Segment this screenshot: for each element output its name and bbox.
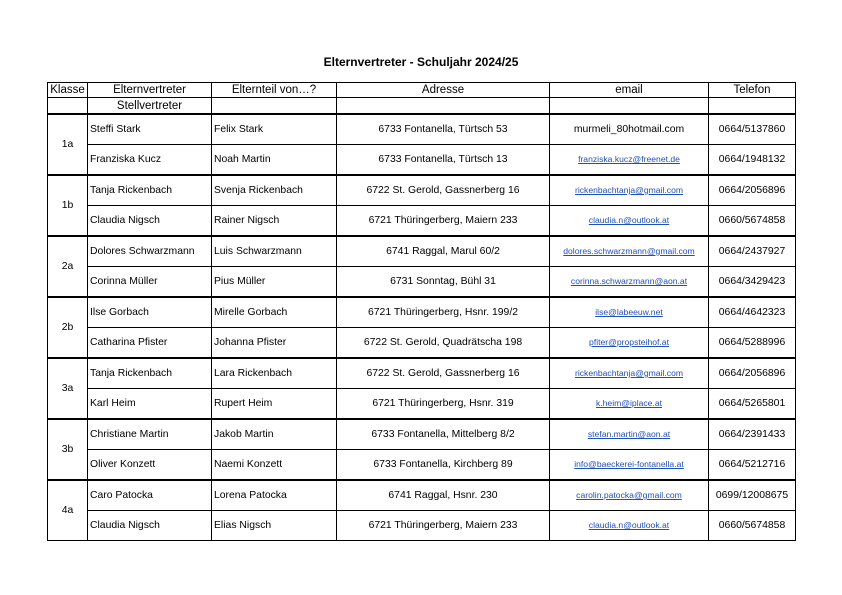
child-name-cell: Elias Nigsch (212, 511, 337, 541)
email-link[interactable]: stefan.martin@aon.at (587, 429, 671, 439)
representative-name-cell: Caro Patocka (88, 480, 212, 511)
parent-representatives-table (47, 82, 796, 541)
class-group-1a (48, 114, 796, 175)
header-row (48, 83, 796, 98)
representative-name-cell: Claudia Nigsch (88, 206, 212, 237)
representative-name-cell: Dolores Schwarzmann (88, 236, 212, 267)
email-link[interactable]: carolin.patocka@gmail.com (576, 490, 682, 500)
child-name-cell: Rainer Nigsch (212, 206, 337, 237)
email-link[interactable]: info@baeckerei-fontanella.at (574, 459, 684, 469)
table-row (48, 145, 796, 176)
email-link[interactable]: k.heim@iplace.at (595, 398, 663, 408)
address-cell: 6733 Fontanella, Kirchberg 89 (337, 450, 550, 481)
email-cell (550, 419, 709, 450)
email-cell (550, 206, 709, 237)
table-row (48, 358, 796, 389)
email-link[interactable]: corinna.schwarzmann@aon.at (570, 276, 688, 286)
table-row (48, 480, 796, 511)
address-cell: 6733 Fontanella, Mittelberg 8/2 (337, 419, 550, 450)
class-cell: 2a (48, 236, 88, 297)
representative-name-cell: Franziska Kucz (88, 145, 212, 176)
child-name-cell: Felix Stark (212, 114, 337, 145)
email-cell (550, 175, 709, 206)
child-name-cell: Pius Müller (212, 267, 337, 298)
header-adresse: Adresse (337, 83, 550, 98)
representative-name-cell: Steffi Stark (88, 114, 212, 145)
phone-cell: 0664/2056896 (709, 175, 796, 206)
class-cell: 4a (48, 480, 88, 541)
page-title: Elternvertreter - Schuljahr 2024/25 (323, 55, 519, 69)
header-telefon: Telefon (709, 83, 796, 98)
phone-cell: 0664/1948132 (709, 145, 796, 176)
child-name-cell: Rupert Heim (212, 389, 337, 420)
table-row (48, 267, 796, 298)
address-cell: 6722 St. Gerold, Quadrätscha 198 (337, 328, 550, 359)
email-cell (550, 389, 709, 420)
representative-name-cell: Tanja Rickenbach (88, 358, 212, 389)
subheader-row (48, 98, 796, 115)
phone-cell: 0660/5674858 (709, 511, 796, 541)
phone-cell: 0699/12008675 (709, 480, 796, 511)
class-group-2a (48, 236, 796, 297)
email-link[interactable]: dolores.schwarzmann@gmail.com (563, 246, 695, 256)
email-cell (550, 358, 709, 389)
child-name-cell: Noah Martin (212, 145, 337, 176)
phone-cell: 0664/5212716 (709, 450, 796, 481)
table-row (48, 206, 796, 237)
table-row (48, 419, 796, 450)
address-cell: 6721 Thüringerberg, Hsnr. 199/2 (337, 297, 550, 328)
email-cell (550, 145, 709, 176)
child-name-cell: Johanna Pfister (212, 328, 337, 359)
subheader-empty (48, 98, 88, 115)
email-cell (550, 236, 709, 267)
table-row (48, 175, 796, 206)
phone-cell: 0664/5137860 (709, 114, 796, 145)
subheader-empty (709, 98, 796, 115)
email-link[interactable]: claudia.n@outlook.at (588, 215, 670, 225)
phone-cell: 0664/2056896 (709, 358, 796, 389)
class-group-2b (48, 297, 796, 358)
child-name-cell: Svenja Rickenbach (212, 175, 337, 206)
header-elternteil: Elternteil von…? (212, 83, 337, 98)
header-email: email (550, 83, 709, 98)
table-row (48, 511, 796, 541)
class-cell: 3a (48, 358, 88, 419)
class-cell: 1a (48, 114, 88, 175)
subheader-empty (337, 98, 550, 115)
phone-cell: 0664/4642323 (709, 297, 796, 328)
subheader-empty (212, 98, 337, 115)
table-row (48, 450, 796, 481)
email-link[interactable]: rickenbachtanja@gmail.com (574, 368, 684, 378)
email-link[interactable]: ilse@labeeuw.net (595, 307, 663, 317)
email-cell (550, 114, 709, 145)
class-cell: 3b (48, 419, 88, 480)
email-link[interactable]: claudia.n@outlook.at (588, 520, 670, 530)
email-text: murmeli_80hotmail.com (573, 124, 685, 135)
class-group-4a (48, 480, 796, 541)
representative-name-cell: Catharina Pfister (88, 328, 212, 359)
phone-cell: 0660/5674858 (709, 206, 796, 237)
address-cell: 6721 Thüringerberg, Hsnr. 319 (337, 389, 550, 420)
email-cell (550, 297, 709, 328)
subheader-empty (550, 98, 709, 115)
table-row (48, 236, 796, 267)
phone-cell: 0664/2391433 (709, 419, 796, 450)
class-group-1b (48, 175, 796, 236)
class-group-3b (48, 419, 796, 480)
address-cell: 6722 St. Gerold, Gassnerberg 16 (337, 175, 550, 206)
email-cell (550, 450, 709, 481)
header-stellvertreter: Stellvertreter (88, 98, 212, 115)
child-name-cell: Naemi Konzett (212, 450, 337, 481)
phone-cell: 0664/5288996 (709, 328, 796, 359)
child-name-cell: Lorena Patocka (212, 480, 337, 511)
phone-cell: 0664/3429423 (709, 267, 796, 298)
address-cell: 6721 Thüringerberg, Maiern 233 (337, 206, 550, 237)
email-cell (550, 511, 709, 541)
email-cell (550, 328, 709, 359)
representative-name-cell: Claudia Nigsch (88, 511, 212, 541)
address-cell: 6733 Fontanella, Türtsch 13 (337, 145, 550, 176)
email-cell (550, 480, 709, 511)
address-cell: 6741 Raggal, Hsnr. 230 (337, 480, 550, 511)
representative-name-cell: Ilse Gorbach (88, 297, 212, 328)
address-cell: 6721 Thüringerberg, Maiern 233 (337, 511, 550, 541)
address-cell: 6722 St. Gerold, Gassnerberg 16 (337, 358, 550, 389)
email-link[interactable]: franziska.kucz@freenet.de (578, 154, 680, 164)
child-name-cell: Luis Schwarzmann (212, 236, 337, 267)
table-row (48, 328, 796, 359)
email-link[interactable]: pfiter@propsteihof.at (589, 337, 669, 347)
child-name-cell: Jakob Martin (212, 419, 337, 450)
class-group-3a (48, 358, 796, 419)
email-link[interactable]: rickenbachtanja@gmail.com (574, 185, 684, 195)
class-cell: 2b (48, 297, 88, 358)
address-cell: 6733 Fontanella, Türtsch 53 (337, 114, 550, 145)
representative-name-cell: Corinna Müller (88, 267, 212, 298)
representative-name-cell: Christiane Martin (88, 419, 212, 450)
table-row (48, 297, 796, 328)
class-cell: 1b (48, 175, 88, 236)
address-cell: 6731 Sonntag, Bühl 31 (337, 267, 550, 298)
header-elternvertreter: Elternvertreter (88, 83, 212, 98)
representative-name-cell: Oliver Konzett (88, 450, 212, 481)
table-row (48, 389, 796, 420)
child-name-cell: Mirelle Gorbach (212, 297, 337, 328)
phone-cell: 0664/2437927 (709, 236, 796, 267)
child-name-cell: Lara Rickenbach (212, 358, 337, 389)
phone-cell: 0664/5265801 (709, 389, 796, 420)
table-row (48, 114, 796, 145)
header-klasse: Klasse (48, 83, 88, 98)
representative-name-cell: Tanja Rickenbach (88, 175, 212, 206)
representative-name-cell: Karl Heim (88, 389, 212, 420)
address-cell: 6741 Raggal, Marul 60/2 (337, 236, 550, 267)
email-cell (550, 267, 709, 298)
